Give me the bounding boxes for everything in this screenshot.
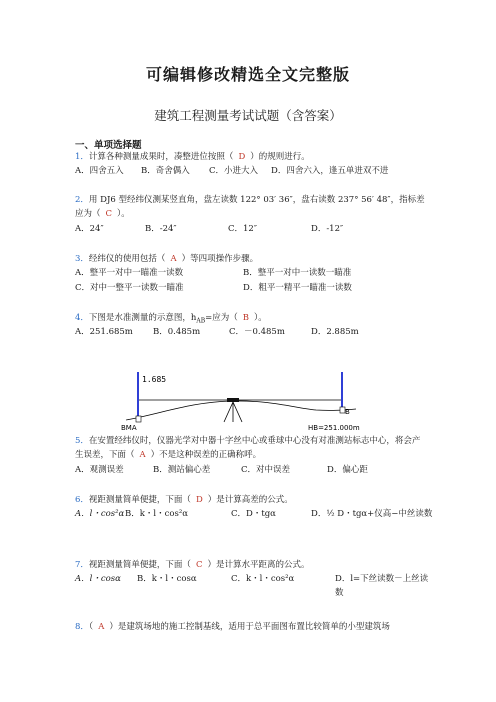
option-b: B．-24″ <box>145 224 177 234</box>
option-a: A．251.685m <box>75 327 133 337</box>
question-8 <box>75 620 427 634</box>
benchmark-a-marker <box>136 416 141 422</box>
level-instrument-icon <box>227 398 239 402</box>
option-a: A．l・cos²α <box>75 509 125 519</box>
question-number: 2． <box>75 195 89 205</box>
answer-letter: A <box>170 254 177 264</box>
tripod-leg <box>224 402 233 422</box>
point-b-label: B <box>345 408 350 416</box>
question-text: ）不是这种误差的正确称呼。 <box>150 450 262 460</box>
option-d: D．l=下丝读数－上丝读数 <box>335 574 429 598</box>
question-text: 下图是水准测量的示意图，h <box>88 313 197 323</box>
elevation-b-label: HB=251.000m <box>308 424 360 432</box>
question-number: 3． <box>75 254 89 264</box>
option-a: A．l・cosα <box>75 574 121 584</box>
leveling-diagram <box>120 370 360 432</box>
options-5 <box>75 463 435 477</box>
option-b: B．k・l・cosα <box>137 574 197 584</box>
option-b: B．k・l・cos²α <box>125 509 189 519</box>
benchmark-label: BMA <box>121 424 137 432</box>
question-text: 在安置经纬仪时，仪器光学对中器十字丝中心或垂球中心没有对准测站标志中心，将会产生误差，下面（ <box>75 436 421 460</box>
option-c: C．对中误差 <box>241 465 291 475</box>
question-number: 5． <box>75 436 89 446</box>
options-2 <box>75 222 435 236</box>
answer-letter: B <box>242 313 250 323</box>
question-text: 用 DJ6 型经纬仪测某竖直角，盘左读数 122° 03′ 36″，盘右读数 237° 56′ 48″，指标差应为（ <box>75 195 425 219</box>
option-a: A．24″ <box>75 224 104 234</box>
option-d: D．-12″ <box>311 224 344 234</box>
answer-letter: A <box>98 622 105 632</box>
staff-reading-label: 1.685 <box>142 375 167 384</box>
option-b: B．测站偏心差 <box>153 465 211 475</box>
answer-letter: C <box>105 209 113 219</box>
question-text: ）是计算水平距离的公式。 <box>207 560 310 570</box>
question-text: 视距测量简单便捷，下面（ <box>88 495 191 505</box>
answer-letter: D <box>195 495 203 505</box>
option-c: C．k・l・cos²α <box>231 574 295 584</box>
answer-letter: A <box>139 450 146 460</box>
option-a: A．观测误差 <box>75 465 124 475</box>
question-1 <box>75 150 427 164</box>
option-b: B．奇舍偶入 <box>141 166 190 176</box>
question-number: 7． <box>75 560 89 570</box>
question-6 <box>75 493 427 507</box>
answer-letter: D <box>238 152 246 162</box>
question-text: ）的规则进行。 <box>250 152 310 162</box>
option-b: B．整平一对中一读数一瞄准 <box>243 268 352 278</box>
question-text: ）等四项操作步骤。 <box>181 254 259 264</box>
option-d: D．粗平一精平一瞄准一读数 <box>243 283 352 293</box>
question-text: ）。 <box>254 313 267 323</box>
question-text: ）是建筑场地的施工控制基线，适用于总平面图布置比较简单的小型建筑场 <box>109 622 390 632</box>
ground-profile <box>126 401 356 420</box>
option-d: D．四舍六入，逢五单进双不进 <box>271 166 389 176</box>
question-text: （ <box>88 622 94 632</box>
option-a: A．四舍五入 <box>75 166 124 176</box>
question-number: 6． <box>75 495 89 505</box>
option-c: C．对中一整平一读数一瞄准 <box>75 283 184 293</box>
option-a: A．整平一对中一瞄准一读数 <box>75 268 184 278</box>
answer-letter: C <box>195 560 203 570</box>
question-text: =应为（ <box>205 313 238 323</box>
options-6 <box>75 507 435 535</box>
question-text: ）。 <box>117 209 130 219</box>
question-number: 4． <box>75 313 89 323</box>
question-7 <box>75 558 427 572</box>
option-d: D．2.885m <box>311 327 359 337</box>
option-c: C．12″ <box>228 224 257 234</box>
subscript: AB <box>196 317 206 325</box>
option-d: D．½ D・tgα+仪高−中丝读数 <box>311 509 433 519</box>
options-3 <box>75 266 435 294</box>
tripod-leg <box>233 402 242 422</box>
question-number: 8． <box>75 622 89 632</box>
options-1 <box>75 164 435 178</box>
question-3 <box>75 252 427 266</box>
options-4 <box>75 325 435 339</box>
option-c: C．小进大入 <box>209 166 259 176</box>
exam-title: 建筑工程测量考试试题（含答案） <box>154 108 342 123</box>
question-2 <box>75 193 427 221</box>
section-heading: 一、单项选择题 <box>75 140 142 151</box>
option-c: C．－0.485m <box>229 327 285 337</box>
option-d: D．偏心距 <box>327 465 368 475</box>
question-number: 1． <box>75 152 89 162</box>
options-7 <box>75 572 435 600</box>
banner-title: 可编辑修改精选全文完整版 <box>145 65 350 84</box>
option-b: B．0.485m <box>153 327 201 337</box>
question-text: 视距测量简单便捷，下面（ <box>88 560 191 570</box>
option-c: C．D・tgα <box>231 509 276 519</box>
question-5 <box>75 434 427 462</box>
question-text: 计算各种测量成果时，凑整进位按照（ <box>88 152 234 162</box>
question-text: 经纬仪的使用包括（ <box>88 254 166 264</box>
question-text: ）是计算高差的公式。 <box>207 495 293 505</box>
